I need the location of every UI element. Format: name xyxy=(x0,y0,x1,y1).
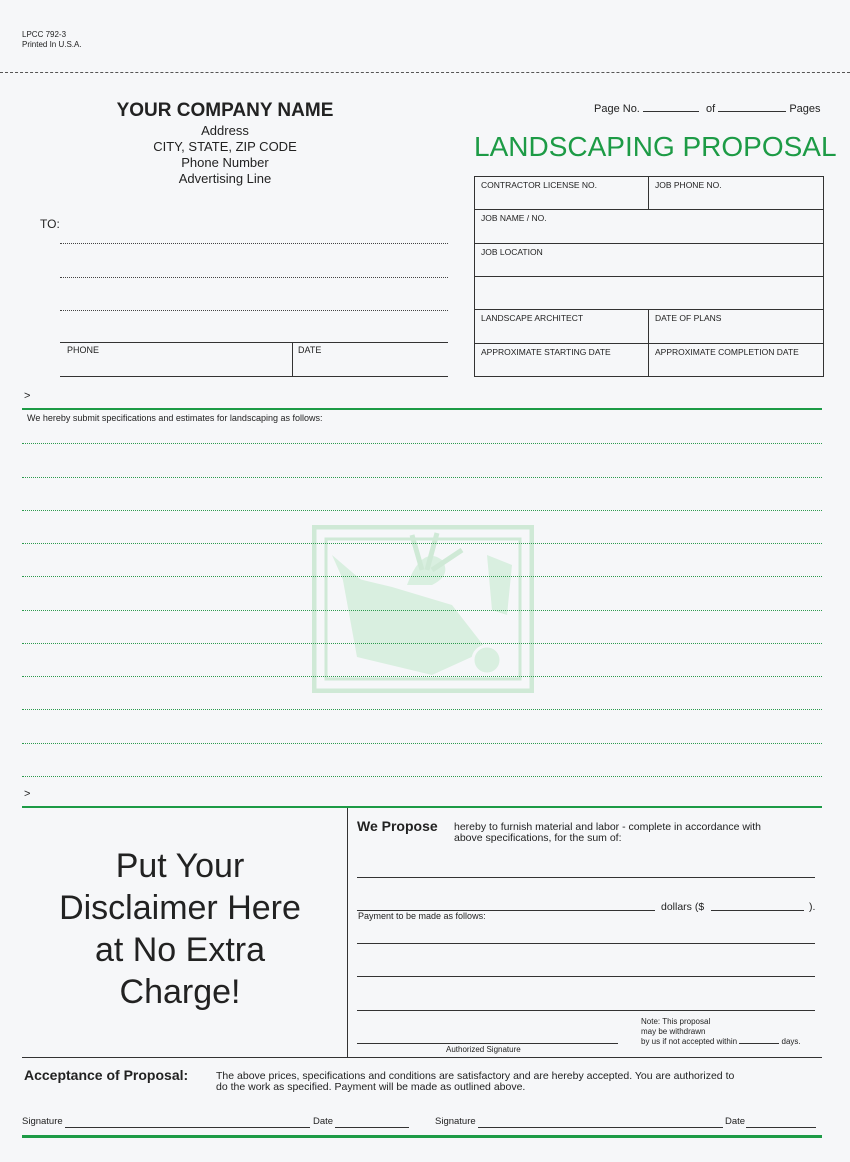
arrow-marker-top: > xyxy=(24,390,31,402)
company-name: YOUR COMPANY NAME xyxy=(116,100,334,121)
signature-field-1[interactable] xyxy=(65,1127,310,1128)
page-total-field[interactable] xyxy=(718,111,786,112)
contractor-license-label: CONTRACTOR LICENSE NO. xyxy=(481,180,598,190)
disclaimer-line-1: Put Your xyxy=(115,847,245,885)
page-no-label: Page No. xyxy=(594,103,640,115)
company-advertising: Advertising Line xyxy=(178,171,272,186)
to-line-1[interactable] xyxy=(60,243,448,244)
payment-label: Payment to be made as follows: xyxy=(358,911,486,921)
disclaimer-line-2: Disclaimer Here xyxy=(59,889,301,927)
phone-date-bottom-rule xyxy=(60,376,448,377)
days-field[interactable] xyxy=(739,1043,779,1044)
page-no-field[interactable] xyxy=(643,111,699,112)
job-name-field[interactable] xyxy=(475,210,824,244)
page-number-row xyxy=(594,103,821,115)
payment-line-2[interactable] xyxy=(357,976,815,977)
spec-line-8[interactable] xyxy=(22,676,822,677)
proposal-bottom-rule xyxy=(22,1057,822,1058)
job-name-label: JOB NAME / NO. xyxy=(481,213,547,223)
job-location-field[interactable] xyxy=(475,244,824,277)
signature-label-2: Signature xyxy=(435,1116,476,1127)
approx-completion-field[interactable] xyxy=(649,344,824,377)
spec-line-5[interactable] xyxy=(22,576,822,577)
job-location-field-2[interactable] xyxy=(475,277,824,310)
dollars-amount-field[interactable] xyxy=(711,910,804,911)
phone-label: PHONE xyxy=(67,345,100,355)
disclaimer-line-3: at No Extra xyxy=(94,931,266,969)
disclaimer-block xyxy=(30,845,330,1013)
propose-text-2: above specifications, for the sum of: xyxy=(454,832,622,844)
date-of-plans-field[interactable] xyxy=(649,310,824,344)
signature-field-2[interactable] xyxy=(478,1127,723,1128)
wheelbarrow-watermark-icon xyxy=(312,525,534,693)
landscape-architect-label: LANDSCAPE ARCHITECT xyxy=(481,313,584,323)
job-phone-label: JOB PHONE NO. xyxy=(655,180,722,190)
date-label-sig-2: Date xyxy=(725,1116,746,1127)
spec-intro: We hereby submit specifications and estimates for landscaping as follows: xyxy=(27,413,323,423)
spec-line-11[interactable] xyxy=(22,776,822,777)
spec-line-6[interactable] xyxy=(22,610,822,611)
signature-label-1: Signature xyxy=(22,1116,63,1127)
spec-line-1[interactable] xyxy=(22,443,822,444)
withdrawal-note xyxy=(641,1017,801,1047)
authorized-signature-line[interactable] xyxy=(357,1043,618,1044)
green-divider-middle xyxy=(22,806,822,808)
form-code: LPCC 792-3 xyxy=(22,30,67,39)
job-location-label: JOB LOCATION xyxy=(481,247,543,257)
approx-start-label: APPROXIMATE STARTING DATE xyxy=(481,347,611,357)
spec-line-2[interactable] xyxy=(22,477,822,478)
spec-line-10[interactable] xyxy=(22,743,822,744)
authorized-signature-label: Authorized Signature xyxy=(446,1045,521,1054)
dollars-label: dollars ($ xyxy=(661,901,705,913)
approx-start-field[interactable] xyxy=(475,344,649,377)
spec-line-7[interactable] xyxy=(22,643,822,644)
spec-line-9[interactable] xyxy=(22,709,822,710)
date-label: DATE xyxy=(298,345,322,355)
sum-line[interactable] xyxy=(357,877,815,878)
job-info-grid xyxy=(474,176,824,377)
page-of-label: of xyxy=(706,103,716,115)
payment-line-3[interactable] xyxy=(357,1010,815,1011)
company-block xyxy=(100,100,350,186)
acceptance-text-1: The above prices, specifications and conditions are satisfactory and are hereby accepted. You are authorized to xyxy=(216,1070,735,1082)
approx-completion-label: APPROXIMATE COMPLETION DATE xyxy=(655,347,799,357)
date-field-sig-2[interactable] xyxy=(746,1127,816,1128)
acceptance-text-2: do the work as specified. Payment will be made as outlined above. xyxy=(216,1081,526,1093)
form-title: LANDSCAPING PROPOSAL xyxy=(474,131,837,162)
job-phone-field[interactable] xyxy=(649,177,824,210)
pages-label: Pages xyxy=(789,103,821,115)
note-line-3-text: by us if not accepted within xyxy=(641,1037,738,1046)
printed-in: Printed In U.S.A. xyxy=(22,40,82,49)
company-address: Address xyxy=(201,123,249,138)
green-divider-top xyxy=(22,408,822,410)
to-line-3[interactable] xyxy=(60,310,448,311)
spec-line-4[interactable] xyxy=(22,543,822,544)
green-divider-bottom xyxy=(22,1135,822,1138)
disclaimer-line-4: Charge! xyxy=(119,973,241,1011)
payment-line-1[interactable] xyxy=(357,943,815,944)
dollars-close: ). xyxy=(809,901,816,913)
note-line-2: may be withdrawn xyxy=(641,1027,706,1036)
note-line-3 xyxy=(641,1037,801,1047)
we-propose-label: We Propose xyxy=(357,818,438,834)
contractor-license-field[interactable] xyxy=(475,177,649,210)
date-label-sig-1: Date xyxy=(313,1116,334,1127)
date-of-plans-label: DATE OF PLANS xyxy=(655,313,722,323)
phone-date-divider xyxy=(292,342,293,376)
to-label: TO: xyxy=(40,217,60,231)
note-line-1: Note: This proposal xyxy=(641,1017,711,1026)
phone-date-top-rule xyxy=(60,342,448,343)
acceptance-label: Acceptance of Proposal: xyxy=(24,1067,189,1083)
company-city: CITY, STATE, ZIP CODE xyxy=(153,139,297,154)
spec-line-3[interactable] xyxy=(22,510,822,511)
to-line-2[interactable] xyxy=(60,277,448,278)
propose-text-1: hereby to furnish material and labor - complete in accordance with xyxy=(454,821,761,833)
perforation-line xyxy=(0,72,850,73)
days-label: days. xyxy=(781,1037,801,1046)
arrow-marker-bottom: > xyxy=(24,788,31,800)
disclaimer-divider xyxy=(347,808,348,1057)
company-phone: Phone Number xyxy=(181,155,269,170)
date-field-sig-1[interactable] xyxy=(335,1127,409,1128)
landscape-architect-field[interactable] xyxy=(475,310,649,344)
